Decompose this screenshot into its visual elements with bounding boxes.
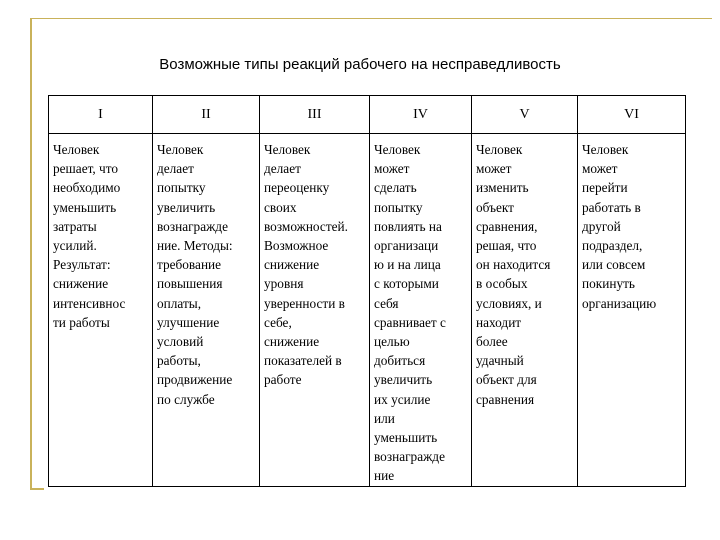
cell-text-line: целью <box>374 334 410 350</box>
cell-text-line: работать в <box>582 199 641 215</box>
cell-text-line: себя <box>374 295 399 311</box>
cell-text-line: затраты <box>53 218 97 234</box>
cell-text-line: уровня <box>264 276 304 292</box>
cell-text-line: попытку <box>374 199 423 215</box>
column-header-3: III <box>260 96 370 134</box>
cell-text-line: показателей в <box>264 353 342 369</box>
cell-text-line: переоценку <box>264 180 330 196</box>
cell-text-line: удачный <box>476 353 524 369</box>
table-cell-2 <box>153 134 260 487</box>
cell-text-line: условий <box>157 334 204 350</box>
cell-text-line: оплаты, <box>157 295 202 311</box>
column-header-2: II <box>153 96 260 134</box>
cell-text-line: ние <box>374 468 395 484</box>
cell-text-line: решая, что <box>476 238 537 254</box>
cell-text-line: или совсем <box>582 257 646 273</box>
cell-text-line: он находится <box>476 257 551 273</box>
cell-text-line: интенсивнос <box>53 295 126 311</box>
table-cell-4 <box>370 134 472 487</box>
cell-text-line: вознагражде <box>374 449 445 465</box>
cell-text-line: по службе <box>157 391 215 407</box>
cell-text-line: покинуть <box>582 276 635 292</box>
cell-text-line: работе <box>264 372 302 388</box>
cell-text-line: ние. Методы: <box>157 238 233 254</box>
page-title: Возможные типы реакций рабочего на несправедливость <box>159 56 561 73</box>
cell-text-line: решает, что <box>53 161 119 177</box>
cell-text-line: подраздел, <box>582 238 643 254</box>
cell-text-line: сравнения, <box>476 218 538 234</box>
cell-text-line: повышения <box>157 276 223 292</box>
cell-text-line: добиться <box>374 353 426 369</box>
cell-text-line: работы, <box>157 353 201 369</box>
table-cell-1 <box>49 134 153 487</box>
cell-text-line: повлиять на <box>374 218 442 234</box>
cell-text-line: Возможное <box>264 238 329 254</box>
cell-text-line: объект <box>476 199 514 215</box>
cell-text-line: Человек <box>374 142 421 157</box>
decorative-frame-top <box>30 18 712 19</box>
cell-text-line: другой <box>582 218 621 234</box>
cell-text-line: Результат: <box>53 257 111 273</box>
cell-text-line: уменьшить <box>53 199 117 215</box>
cell-text-line: Человек <box>264 142 311 157</box>
cell-text-line: улучшение <box>157 314 220 330</box>
cell-text-line: объект для <box>476 372 537 388</box>
cell-text-line: сравнивает с <box>374 314 446 330</box>
cell-text-line: Человек <box>476 142 523 157</box>
cell-text-line: сравнения <box>476 391 535 407</box>
cell-text-line: увеличить <box>157 199 216 215</box>
cell-text-line: вознагражде <box>157 218 228 234</box>
cell-text-line: сделать <box>374 180 417 196</box>
cell-text-line: перейти <box>582 180 628 196</box>
table-row <box>49 134 686 487</box>
cell-text-line: возможностей. <box>264 218 348 234</box>
cell-text-line: усилий. <box>53 238 97 254</box>
cell-text-line: с которыми <box>374 276 439 292</box>
table-cell-6 <box>578 134 686 487</box>
table-cell-3 <box>260 134 370 487</box>
reactions-table <box>48 95 686 487</box>
table-cell-5 <box>472 134 578 487</box>
cell-text-line: более <box>476 334 508 350</box>
cell-text-line: в особых <box>476 276 528 292</box>
column-header-5: V <box>472 96 578 134</box>
cell-text-line: делает <box>264 161 301 177</box>
cell-text-line: условиях, и <box>476 295 542 311</box>
cell-text-line: увеличить <box>374 372 433 388</box>
cell-text-line: продвижение <box>157 372 233 388</box>
cell-text-line: Человек <box>53 142 100 157</box>
cell-text-line: может <box>582 161 618 177</box>
cell-text-line: может <box>476 161 512 177</box>
decorative-frame-left <box>30 18 32 490</box>
cell-text-line: изменить <box>476 180 529 196</box>
cell-text-line: ю и на лица <box>374 257 441 273</box>
cell-text-line: ти работы <box>53 314 110 330</box>
cell-text-line: требование <box>157 257 222 273</box>
cell-text-line: организацию <box>582 295 657 311</box>
cell-text-line: Человек <box>582 142 629 157</box>
table-header-row <box>49 96 686 134</box>
cell-text-line: своих <box>264 199 297 215</box>
column-header-4: IV <box>370 96 472 134</box>
cell-text-line: снижение <box>53 276 109 292</box>
cell-text-line: попытку <box>157 180 206 196</box>
cell-text-line: делает <box>157 161 194 177</box>
decorative-frame-bottom <box>30 488 44 490</box>
cell-text-line: необходимо <box>53 180 121 196</box>
column-header-1: I <box>49 96 153 134</box>
cell-text-line: Человек <box>157 142 204 157</box>
cell-text-line: снижение <box>264 257 320 273</box>
cell-text-line: или <box>374 410 395 426</box>
cell-text-line: их усилие <box>374 391 431 407</box>
cell-text-line: себе, <box>264 314 292 330</box>
cell-text-line: находит <box>476 314 522 330</box>
cell-text-line: организаци <box>374 238 439 254</box>
cell-text-line: снижение <box>264 334 320 350</box>
cell-text-line: уверенности в <box>264 295 345 311</box>
column-header-6: VI <box>578 96 686 134</box>
cell-text-line: может <box>374 161 410 177</box>
cell-text-line: уменьшить <box>374 430 438 446</box>
